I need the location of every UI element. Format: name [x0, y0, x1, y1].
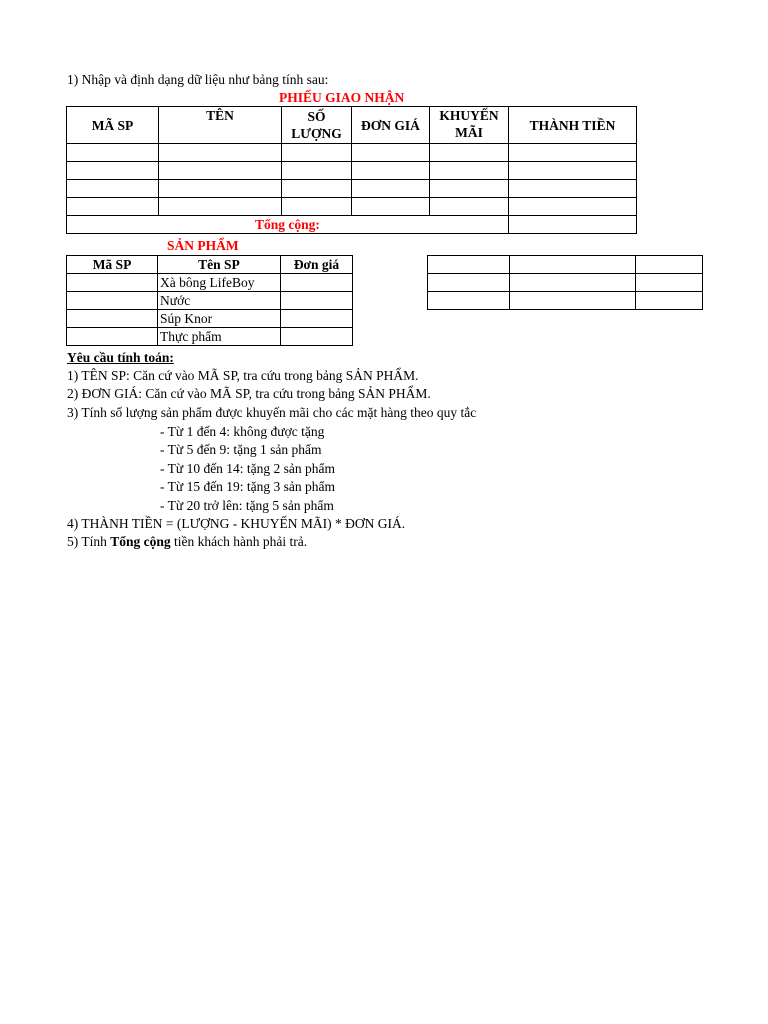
- header-ma-sp: MÃ SP: [67, 107, 159, 144]
- sp-header-ten: Tên SP: [158, 256, 281, 274]
- table-row: [428, 292, 703, 310]
- sp-ten: Xà bông LifeBoy: [158, 274, 281, 292]
- table-row: [67, 292, 353, 310]
- header-ten: TÊN: [159, 107, 282, 144]
- total-label: Tổng cộng:: [67, 216, 509, 234]
- header-khuyen-mai: KHUYẾN MÃI: [430, 107, 509, 144]
- rule-item: - Từ 20 trở lên: tặng 5 sản phẩm: [160, 498, 334, 513]
- san-pham-table: [66, 255, 353, 346]
- table-row: [67, 144, 637, 162]
- empty-table: [427, 255, 703, 310]
- intro-text: 1) Nhập và định dạng dữ liệu như bảng tính sau:: [67, 72, 329, 87]
- header-don-gia: ĐƠN GIÁ: [352, 107, 430, 144]
- san-pham-title: SẢN PHẨM: [167, 238, 239, 253]
- table-row: [67, 274, 353, 292]
- table-row: [67, 162, 637, 180]
- requirement-3: 3) Tính số lượng sản phẩm được khuyến mãi cho các mặt hàng theo quy tắc: [67, 405, 477, 420]
- rule-item: - Từ 1 đến 4: không được tặng: [160, 424, 325, 439]
- requirement-4: 4) THÀNH TIỀN = (LƯỢNG - KHUYẾN MÃI) * ĐƠN GIÁ.: [67, 516, 406, 531]
- rule-item: - Từ 15 đến 19: tặng 3 sản phẩm: [160, 479, 336, 494]
- header-so-luong: SỐ LƯỢNG: [282, 107, 352, 144]
- total-row: [67, 216, 637, 234]
- sp-ten: Súp Knor: [158, 310, 281, 328]
- table-row: [67, 198, 637, 216]
- header-thanh-tien: THÀNH TIỀN: [509, 107, 637, 144]
- sp-ten: Thực phẩm: [158, 328, 281, 346]
- rule-item: - Từ 10 đến 14: tặng 2 sản phẩm: [160, 461, 336, 476]
- sp-ten: Nước: [158, 292, 281, 310]
- table-row: [67, 310, 353, 328]
- sp-header-ma: Mã SP: [67, 256, 158, 274]
- requirement-1: 1) TÊN SP: Căn cứ vào MÃ SP, tra cứu trong bảng SẢN PHẨM.: [67, 368, 419, 383]
- table-row: [67, 328, 353, 346]
- total-value: [509, 216, 637, 234]
- sp-header-gia: Đơn giá: [281, 256, 353, 274]
- phieu-table: [66, 106, 637, 234]
- rule-item: - Từ 5 đến 9: tặng 1 sản phẩm: [160, 442, 322, 457]
- requirement-2: 2) ĐƠN GIÁ: Căn cứ vào MÃ SP, tra cứu trong bảng SẢN PHẨM.: [67, 386, 431, 401]
- requirement-5: 5) Tính Tổng cộng tiền khách hành phải trả.: [67, 534, 308, 549]
- table-row: [428, 256, 703, 274]
- phieu-title: PHIẾU GIAO NHẬN: [279, 90, 405, 105]
- table-row: [67, 180, 637, 198]
- table-row: [428, 274, 703, 292]
- yeu-cau-heading: Yêu cầu tính toán:: [67, 350, 174, 365]
